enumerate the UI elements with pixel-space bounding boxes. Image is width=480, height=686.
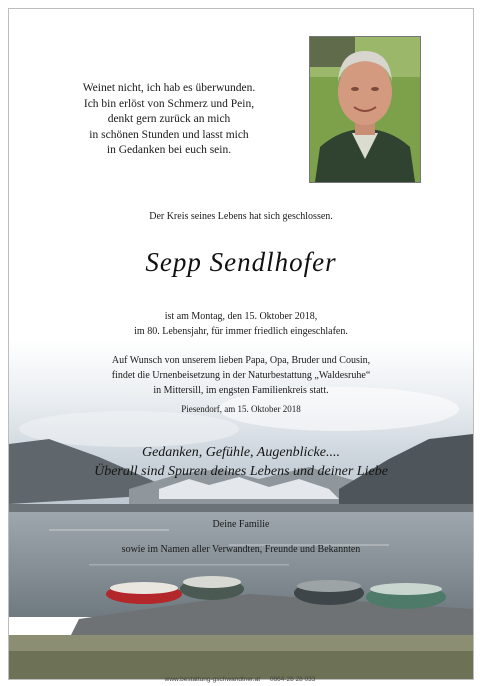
portrait-photo	[309, 36, 421, 183]
relatives-signature: sowie im Namen aller Verwandten, Freunde und Bekannten	[121, 544, 361, 555]
poem-line: denkt gern zurück an mich	[107, 113, 231, 125]
memorial-quote	[9, 443, 473, 481]
poem-line: in Gedanken bei euch sein.	[106, 144, 232, 156]
quote-line: Überall sind Spuren deines Lebens und deiner Liebe	[94, 464, 388, 479]
burial-line: in Mittersill, im engsten Familienkreis statt.	[153, 385, 329, 396]
quote-line: Gedanken, Gefühle, Augenblicke....	[141, 445, 340, 460]
burial-notice	[9, 353, 473, 398]
poem	[39, 81, 299, 159]
burial-line: Auf Wunsch von unserem lieben Papa, Opa, Bruder und Cousin,	[111, 355, 371, 366]
place-date: Piesendorf, am 15. Oktober 2018	[181, 404, 301, 414]
passing-notice	[9, 309, 473, 339]
poem-line: in schönen Stunden und lasst mich	[89, 128, 249, 141]
poem-line: Weinet nicht, ich hab es überwunden.	[82, 82, 256, 94]
passing-line: im 80. Lebensjahr, für immer friedlich eingeschlafen.	[134, 326, 348, 337]
family-signature: Deine Familie	[212, 519, 270, 530]
footer	[0, 676, 480, 683]
phone-number: 0664-28 28 033	[269, 676, 316, 683]
passing-line: ist am Montag, den 15. Oktober 2018,	[164, 311, 318, 322]
burial-line: findet die Urnenbeisetzung in der Naturbestattung „Waldesruhe“	[111, 370, 371, 381]
deceased-name: Sepp Sendlhofer	[145, 247, 337, 277]
intro-text: Der Kreis seines Lebens hat sich geschlossen.	[149, 211, 333, 222]
poem-line: Ich bin erlöst von Schmerz und Pein,	[83, 97, 255, 110]
website-link[interactable]: www.bestattung-gschwandtner.at	[164, 676, 261, 683]
obituary-card	[8, 8, 474, 680]
